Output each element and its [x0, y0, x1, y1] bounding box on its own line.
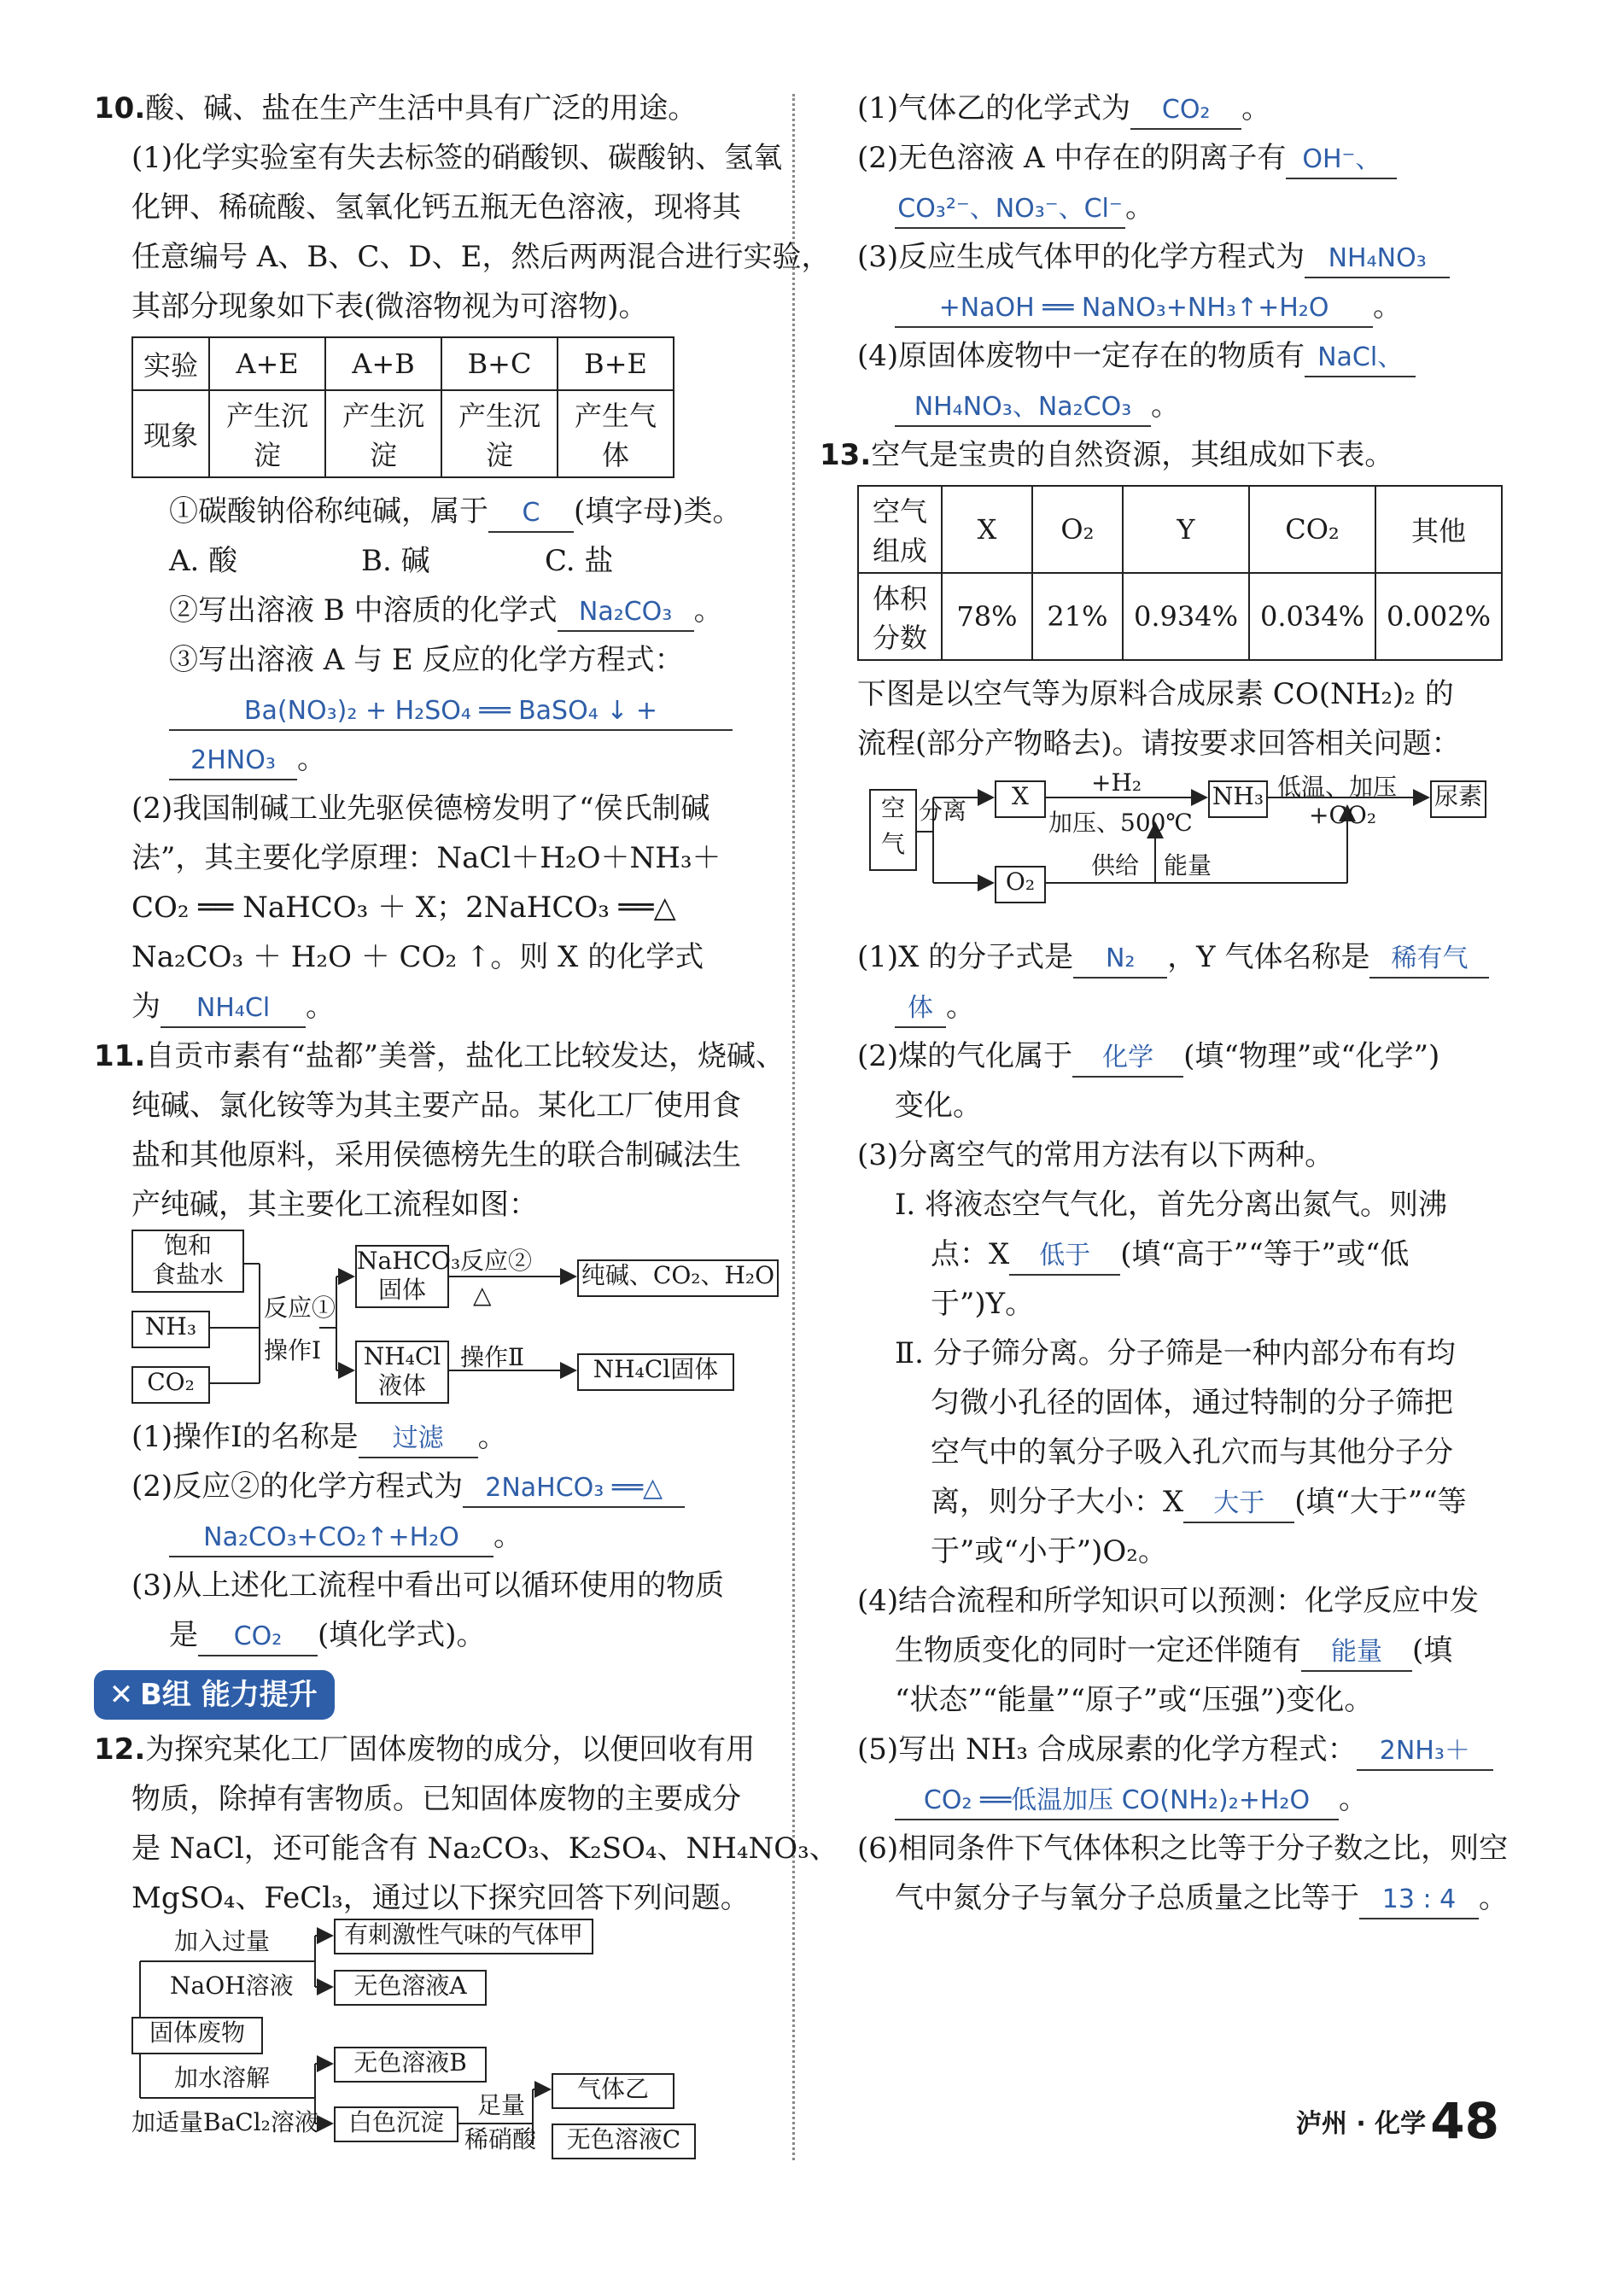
q13-a3-2b: 离，则分子大小：X 大于 (填“大于”“等 [820, 1477, 1503, 1527]
q13-a2b: 变化。 [895, 1089, 982, 1123]
q11-a3b: 是 CO₂ (填化学式)。 [94, 1610, 777, 1660]
q13-a1: (1)X 的分子式是 N₂ ，Y 气体名称是 稀有气 [820, 932, 1503, 982]
q11-line: 产纯碱，其主要化工流程如图： [131, 1188, 538, 1222]
answer-blank: 低于 [1009, 1238, 1120, 1276]
flow-box-brine: 饱和 食盐水 [131, 1230, 244, 1293]
q12-a3: (3)反应生成气体甲的化学方程式为 NH₄NO₃ [820, 232, 1503, 282]
answer-blank: Na₂CO₃+CO₂↑+H₂O [169, 1520, 493, 1557]
table-cell: O₂ [1032, 486, 1123, 573]
q13-a3: (3)分离空气的常用方法有以下两种。 [857, 1138, 1334, 1172]
flow-box-products: 纯碱、CO₂、H₂O [577, 1259, 779, 1297]
flow-box-urea: 尿素 [1430, 780, 1486, 818]
flow-label-conditions1: 加压、500℃ [1048, 809, 1193, 837]
q10-s3: ③写出溶液 A 与 E 反应的化学方程式： [169, 643, 684, 677]
q13-a3-2: 空气中的氧分子吸入孔穴而与其他分子分 [931, 1435, 1453, 1469]
table-cell: 0.002% [1375, 573, 1502, 660]
q12-a2: (2)无色溶液 A 中存在的阴离子有 OH⁻、 [820, 133, 1503, 183]
flow-label-h2: +H₂ [1091, 768, 1142, 797]
answer-blank: 体 [895, 990, 946, 1028]
table-cell: 其他 [1375, 486, 1502, 573]
q13-a5: (5)写出 NH₃ 合成尿素的化学方程式： 2NH₃＋ [820, 1725, 1503, 1774]
q10-p1-line: (1)化学实验室有失去标签的硝酸钡、碳酸钠、氢氧 [131, 141, 783, 175]
q13-a5b: CO₂ ══低温加压 CO(NH₂)₂+H₂O 。 [820, 1774, 1503, 1824]
q12-a3b: +NaOH ══ NaNO₃+NH₃↑+H₂O 。 [820, 282, 1503, 331]
q13-a3-2: 匀微小孔径的固体，通过特制的分子筛把 [931, 1386, 1453, 1420]
answer-blank: NH₄NO₃、Na₂CO₃ [895, 389, 1151, 427]
table-cell: 产生沉淀 [441, 390, 558, 477]
answer-blank: OH⁻、 [1286, 142, 1397, 179]
q11-a1: (1)操作Ⅰ的名称是 过滤 。 [94, 1412, 777, 1462]
flow-box-nh4cl-liquid: NH₄Cl 液体 [355, 1341, 449, 1404]
flow-label: 稀硝酸 [464, 2125, 537, 2153]
table-cell: 0.934% [1123, 573, 1249, 660]
flow-label-co2: +CO₂ [1309, 801, 1377, 829]
flow-box-nh4cl-solid: NH₄Cl固体 [577, 1353, 734, 1391]
answer-blank: N₂ [1073, 941, 1167, 979]
q13-a6b: 气中氮分子与氧分子总质量之比等于 13 : 4 。 [820, 1873, 1503, 1923]
arrows-icon: ✕ [108, 1678, 134, 1712]
table-cell: 21% [1032, 573, 1123, 660]
flow-box-gas-a: 有刺激性气味的气体甲 [334, 1919, 593, 1954]
q11-a2: (2)反应②的化学方程式为 2NaHCO₃ ══△ [94, 1462, 777, 1511]
q10-p2-last: 为 NH₄Cl 。 [94, 982, 777, 1031]
table-cell: B+C [441, 337, 558, 390]
q13-title: 13.空气是宝贵的自然资源，其组成如下表。 [820, 438, 1394, 472]
q10-p2-line: Na₂CO₃ ＋ H₂O ＋ CO₂ ↑。则 X 的化学式 [131, 940, 704, 974]
flow-label-op2: 操作Ⅱ [460, 1343, 525, 1371]
table-cell: 现象 [132, 390, 209, 477]
answer-blank: 2NH₃＋ [1357, 1733, 1493, 1771]
answer-blank: 2NaHCO₃ ══△ [463, 1470, 685, 1508]
q12-flow-diagram [131, 1920, 780, 2153]
q10-p1-line: 化钾、稀硫酸、氢氧化钙五瓶无色溶液，现将其 [131, 190, 741, 225]
table-cell: 产生气体 [558, 390, 674, 477]
answer-blank: NH₄NO₃ [1305, 241, 1450, 278]
table-cell: 0.034% [1249, 573, 1375, 660]
table-cell: 78% [942, 573, 1032, 660]
answer-blank: Na₂CO₃ [558, 594, 694, 632]
q11-text: 11.自贡市素有“盐都”美誉，盐化工比较发达，烧碱、 [94, 1039, 785, 1073]
flow-box-air: 空 气 [869, 789, 917, 871]
q13-flow-diagram [869, 768, 1484, 917]
q12-a4b: NH₄NO₃、Na₂CO₃ 。 [820, 381, 1503, 430]
answer-blank: 稀有气 [1369, 941, 1489, 979]
q13-a1b: 体 。 [820, 982, 1503, 1031]
flow-label: NaOH溶液 [170, 1972, 294, 2000]
footer-subject: 泸州 · 化学 [1295, 2109, 1427, 2139]
flow-label: 加水溶解 [174, 2064, 271, 2092]
q13-a3-1b: 点：X 低于 (填“高于”“等于”或“低 [820, 1230, 1503, 1279]
flow-label: 足量 [477, 2091, 526, 2119]
flow-label: 加适量BaCl₂溶液 [131, 2108, 318, 2136]
left-column [94, 84, 838, 2153]
q13-table [857, 485, 1503, 661]
page-footer [1296, 2092, 1499, 2150]
flow-box-solution-c: 无色溶液C [552, 2124, 696, 2159]
q13-a3-1d: 于”)Y。 [931, 1287, 1035, 1321]
flow-box-gas-b: 气体乙 [552, 2073, 674, 2109]
answer-blank: CO₂ [198, 1619, 318, 1656]
table-cell: CO₂ [1249, 486, 1375, 573]
q12-line: 是 NaCl，还可能含有 Na₂CO₃、K₂SO₄、NH₄NO₃、 [131, 1832, 838, 1866]
flow-box-co2: CO₂ [131, 1366, 210, 1404]
answer-blank: +NaOH ══ NaNO₃+NH₃↑+H₂O [895, 290, 1373, 328]
q13-a3-2d: 于”或“小于”)O₂。 [931, 1534, 1167, 1569]
flow-box-o2: O₂ [995, 866, 1046, 903]
answer-blank: 大于 [1183, 1486, 1294, 1523]
flow-box-precipitate: 白色沉淀 [334, 2106, 458, 2142]
answer-blank: CO₂ [1130, 92, 1241, 130]
flow-box-nahco3: NaHCO₃ 固体 [355, 1245, 449, 1308]
q12-a2b: CO₃²⁻、NO₃⁻、Cl⁻。 [820, 183, 1503, 232]
q13-a2: (2)煤的气化属于 化学 (填“物理”或“化学”) [820, 1031, 1503, 1081]
flow-box-solution-b: 无色溶液B [334, 2047, 487, 2083]
answer-blank: 2HNO₃ [169, 743, 297, 780]
q13-a3-2: Ⅱ. 分子筛分离。分子筛是一种内部分布有均 [895, 1336, 1456, 1370]
q13-intro: 流程(部分产物略去)。请按要求回答相关问题： [857, 727, 1461, 761]
q10-p2-line: 法”，其主要化学原理：NaCl＋H₂O＋NH₃＋ [131, 841, 721, 875]
q11-line: 纯碱、氯化铵等为其主要产品。某化工厂使用食 [131, 1089, 741, 1123]
table-cell: 空气组成 [858, 486, 942, 573]
flow-box-waste: 固体废物 [131, 2017, 263, 2054]
flow-box-x: X [995, 780, 1046, 818]
page-number: 48 [1430, 2092, 1499, 2150]
table-cell: B+E [558, 337, 674, 390]
q10-s2: ②写出溶液 B 中溶质的化学式 Na₂CO₃ 。 [94, 586, 777, 635]
table-cell: 产生沉淀 [209, 390, 325, 477]
flow-box-nh3: NH₃ [131, 1311, 210, 1348]
table-cell: X [942, 486, 1032, 573]
q12-line: 物质，除掉有害物质。已知固体废物的主要成分 [131, 1782, 741, 1816]
q13-a6: (6)相同条件下气体体积之比等于分子数之比，则空 [857, 1832, 1509, 1866]
flow-label-reaction2: 反应② [460, 1247, 533, 1275]
flow-label: 加入过量 [174, 1927, 271, 1955]
answer-blank: 化学 [1072, 1040, 1183, 1078]
q12-a4: (4)原固体废物中一定存在的物质有 NaCl、 [820, 331, 1503, 381]
flow-label-op1: 操作Ⅰ [264, 1336, 322, 1364]
answer-blank: C [488, 495, 574, 533]
q10-options: A. 酸 B. 碱 C. 盐 [169, 544, 614, 578]
heat-symbol: △ [473, 1281, 492, 1309]
q11-a2b: Na₂CO₃+CO₂↑+H₂O 。 [94, 1511, 777, 1561]
q13-a4: (4)结合流程和所学知识可以预测：化学反应中发 [857, 1584, 1480, 1618]
q11-line: 盐和其他原料，采用侯德榜先生的联合制碱法生 [131, 1138, 741, 1172]
q11-a3: (3)从上述化工流程中看出可以循环使用的物质 [131, 1569, 725, 1603]
q13-intro: 下图是以空气等为原料合成尿素 CO(NH₂)₂ 的 [857, 677, 1454, 711]
q10-table [131, 336, 674, 478]
q11-flow-diagram [131, 1230, 780, 1400]
q10-p2-line: (2)我国制碱工业先驱侯德榜发明了“侯氏制碱 [131, 792, 710, 826]
answer-blank: 过滤 [359, 1421, 478, 1458]
q10-p1-line: 其部分现象如下表(微溶物视为可溶物)。 [131, 289, 648, 324]
answer-blank: 13 : 4 [1359, 1882, 1479, 1919]
q10-s1: ①碳酸钠俗称纯碱，属于 C (填字母)类。 [94, 487, 777, 536]
answer-blank: NH₄Cl [161, 990, 306, 1028]
table-cell: Y [1123, 486, 1249, 573]
q10-p2-line: CO₂ ══ NaHCO₃ ＋ X；2NaHCO₃ ══△ [131, 891, 676, 925]
table-cell: A+B [325, 337, 441, 390]
flow-label-supply: 供给 [1091, 851, 1140, 879]
section-b-header: ✕ B组 能力提升 [94, 1670, 777, 1720]
answer-blank: Ba(NO₃)₂ + H₂SO₄ ══ BaSO₄ ↓ + [169, 693, 733, 731]
flow-label-conditions2: 低温、加压 [1277, 773, 1398, 801]
q12-text: 12.为探究某化工厂固体废物的成分，以便回收有用 [94, 1732, 756, 1767]
flow-box-nh3: NH₃ [1208, 780, 1268, 818]
table-cell: 体积分数 [858, 573, 942, 660]
answer-blank: CO₂ ══低温加压 CO(NH₂)₂+H₂O [895, 1783, 1339, 1820]
q13-a3-1: Ⅰ. 将液态空气气化，首先分离出氮气。则沸 [895, 1188, 1448, 1222]
q13-a4b: 生物质变化的同时一定还伴随有 能量 (填 [820, 1626, 1503, 1675]
answer-blank: 能量 [1301, 1634, 1412, 1672]
right-column [820, 84, 1509, 1923]
flow-label-reaction1: 反应① [264, 1294, 336, 1322]
answer-blank: CO₃²⁻、NO₃⁻、Cl⁻ [895, 191, 1125, 229]
q10-s3-ans2: 2HNO₃ 。 [94, 734, 777, 784]
flow-label-separate: 分离 [919, 797, 967, 825]
table-cell: 产生沉淀 [325, 390, 441, 477]
table-cell: A+E [209, 337, 325, 390]
q10-p1-line: 任意编号 A、B、C、D、E，然后两两混合进行实验， [131, 240, 831, 274]
flow-box-solution-a: 无色溶液A [334, 1970, 487, 2006]
q10-title: 10.酸、碱、盐在生产生活中具有广泛的用途。 [94, 91, 698, 126]
q10-s3-ans [94, 685, 777, 734]
answer-blank: NaCl、 [1305, 340, 1416, 377]
q13-a4d: “状态”“能量”“原子”或“压强”)变化。 [895, 1683, 1374, 1717]
flow-label-energy: 能量 [1164, 851, 1212, 879]
q12-line: MgSO₄、FeCl₃，通过以下探究回答下列问题。 [131, 1881, 750, 1915]
q12-a1: (1)气体乙的化学式为 CO₂ 。 [820, 84, 1503, 133]
table-cell: 实验 [132, 337, 209, 390]
